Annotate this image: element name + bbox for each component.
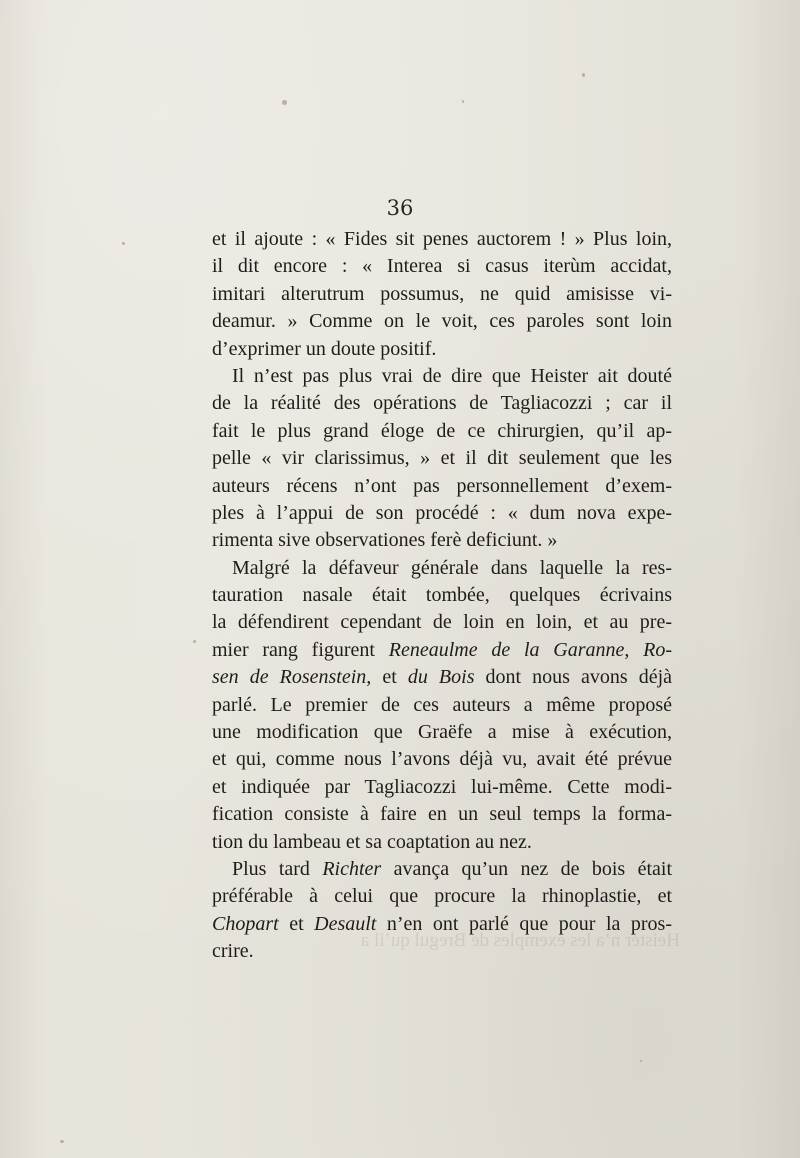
text-run: imitari alterutrum possumus, ne quid amisisse vi-: [212, 282, 672, 305]
text-run: et il ajoute : « Fides sit penes auctorem ! » Plus loin,: [212, 228, 672, 250]
paper-speck: [640, 1060, 642, 1062]
text-line: [212, 253, 672, 280]
paper-speck: [462, 100, 464, 103]
text-line: [212, 527, 672, 554]
text-line: [212, 883, 672, 910]
text-run: et: [278, 912, 315, 935]
text-run: fait le plus grand éloge de ce chirurgien, qu’il ap-: [212, 419, 672, 442]
paper-speck: [60, 1140, 64, 1143]
text-run: de la réalité des opérations de Tagliacozzi ; car il: [212, 392, 672, 415]
text-run: Il n’est pas plus vrai de dire que Heister ait douté: [232, 364, 672, 387]
italic-name: Richter: [322, 857, 382, 880]
text-run: Malgré la défaveur générale dans laquelle la res-: [232, 556, 672, 579]
text-run: avança qu’un nez de bois était: [381, 857, 672, 880]
text-run: tion du lambeau et sa coaptation au nez.: [212, 830, 532, 853]
text-line: [212, 418, 672, 445]
text-run: deamur. » Comme on le voit, ces paroles sont loin: [212, 310, 672, 333]
text-line: [212, 473, 672, 500]
bleed-through-text: Heister n’a les exemples de Bregul qu’il a: [360, 930, 680, 951]
text-run: et: [371, 666, 408, 689]
text-line: [212, 856, 672, 883]
text-run: crire.: [212, 940, 254, 963]
text-run: il dit encore : « Interea si casus iterùm accidat,: [212, 255, 672, 278]
paper-speck: [193, 640, 196, 643]
text-line: [212, 774, 672, 801]
text-line: [212, 363, 672, 390]
text-line: [212, 281, 672, 308]
text-line: [212, 719, 672, 746]
text-run: rimenta sive observationes ferè deficiunt. »: [212, 529, 558, 552]
paper-speck: [122, 242, 125, 245]
text-line: [212, 829, 672, 856]
text-run: et indiquée par Tagliacozzi lui-même. Cette modi-: [212, 775, 672, 798]
text-run: fication consiste à faire en un seul temps la forma-: [212, 803, 672, 826]
text-run: auteurs récens n’ont pas personnellement d’exem-: [212, 474, 672, 497]
text-line: [212, 746, 672, 773]
text-run: ples à l’appui de son procédé : « dum nova expe-: [212, 501, 672, 524]
text-line: [212, 390, 672, 417]
text-run: la défendirent cependant de loin en loin, et au pre-: [212, 611, 672, 634]
text-run: ,: [624, 638, 644, 661]
text-run: Plus tard: [232, 857, 323, 880]
italic-name: du Bois: [407, 666, 475, 689]
paper-speck: [582, 73, 585, 77]
text-line: [212, 582, 672, 609]
text-line: [212, 308, 672, 335]
text-run: parlé. Le premier de ces auteurs a même proposé: [212, 693, 672, 716]
body-text: [212, 226, 672, 966]
text-line: [212, 555, 672, 582]
text-line: [212, 637, 672, 664]
text-line: [212, 445, 672, 472]
text-line: [212, 801, 672, 828]
italic-name: Chopart: [212, 912, 279, 935]
text-run: préférable à celui que procure la rhinoplastie, et: [212, 885, 672, 908]
text-line: [212, 226, 672, 253]
text-line: [212, 336, 672, 363]
text-run: une modification que Graëfe a mise à exécution,: [212, 721, 672, 744]
text-line: [212, 664, 672, 691]
text-run: tauration nasale était tombée, quelques écrivains: [212, 584, 672, 607]
italic-name: sen de Rosenstein,: [212, 666, 372, 689]
text-run: et qui, comme nous l’avons déjà vu, avait été prévue: [212, 748, 672, 771]
text-run: n’en ont parlé que pour la pros-: [376, 912, 672, 935]
text-run: mier rang figurent: [212, 638, 389, 661]
italic-name: Reneaulme de la Garanne: [388, 638, 625, 661]
text-run: pelle « vir clarissimus, » et il dit seulement que les: [212, 447, 672, 470]
paper-speck: [282, 100, 287, 105]
italic-name: Ro-: [643, 638, 673, 661]
italic-name: Desault: [314, 912, 377, 935]
text-line: [212, 609, 672, 636]
page-number: 36: [386, 196, 414, 220]
text-run: dont nous avons déjà: [474, 666, 673, 689]
text-line: [212, 692, 672, 719]
text-line: [212, 500, 672, 527]
text-run: d’exprimer un doute positif.: [212, 337, 437, 360]
